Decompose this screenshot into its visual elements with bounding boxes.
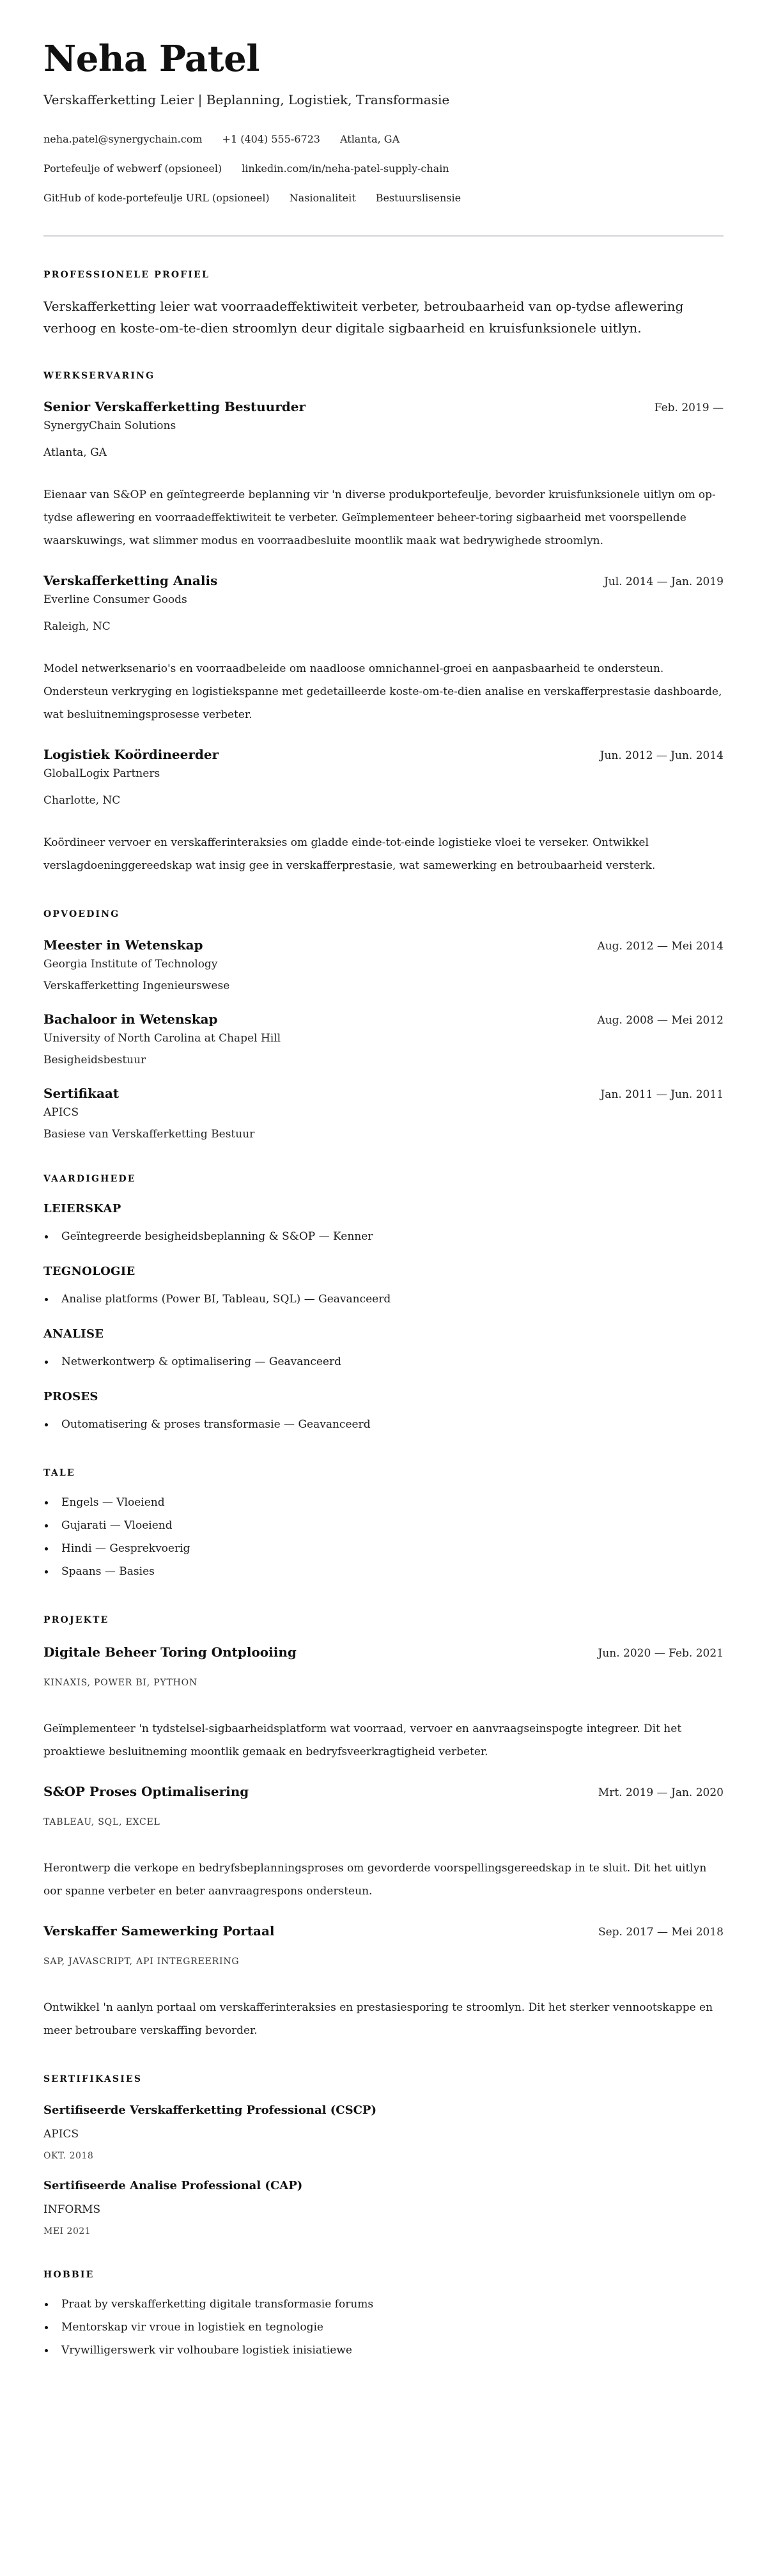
section-title: PROJEKTE: [43, 1615, 109, 1625]
project-tech-tags: SAP, JAVASCRIPT, API INTEGREERING: [43, 1956, 240, 1967]
section-title: WERKSERVARING: [43, 371, 155, 381]
experience-entry: [43, 745, 724, 877]
job-location: Charlotte, NC: [43, 794, 121, 807]
skill-list: [43, 1413, 724, 1436]
education-dates: Aug. 2012 — Mei 2014: [597, 940, 724, 953]
skill-item: Geïntegreerde besigheidsbeplanning & S&OP — Kenner: [43, 1225, 724, 1248]
degree-title: Bachaloor in Wetenskap: [43, 1011, 218, 1027]
company-name: GlobalLogix Partners: [43, 767, 160, 780]
languages-section: [43, 1467, 724, 1583]
field-of-study: Besigheidsbestuur: [43, 1054, 146, 1066]
job-location: Raleigh, NC: [43, 620, 111, 633]
experience-entry: [43, 398, 724, 552]
drivers-license: Bestuurslisensie: [375, 192, 461, 204]
candidate-headline: Verskafferketting Leier | Beplanning, Logistiek, Transformasie: [43, 92, 450, 107]
certification-date: [43, 2150, 724, 2162]
job-description: Eienaar van S&OP en geïntegreerde beplanning vir 'n diverse produkportefeulje, bevorder kruisfunksionele uitlyn om op-tydse aflewering en voorraadeffektiwiteit te verbeter. Geïmplementeer beheer-toring sigbaarheid met voorspellende waarskuwings, wat slimmer modus en voorraadbesluite moontlik maak wat bedrywighede stroomlyn.: [43, 488, 716, 547]
skill-category-name: ANALISE: [43, 1327, 104, 1341]
project-description: Geïmplementeer 'n tydstelsel-sigbaarheidsplatform wat voorraad, vervoer en aanvraagseinspogte integreer. Dit het proaktiewe besluitneming moontlik gemaak en bedryfsveerkragtigheid verbeter.: [43, 1722, 682, 1758]
project-dates: Sep. 2017 — Mei 2018: [598, 1926, 724, 1939]
school-name: University of North Carolina at Chapel Hill: [43, 1032, 281, 1045]
phone-number[interactable]: +1 (404) 555-6723: [222, 133, 320, 145]
language-item: Engels — Vloeiend: [43, 1491, 724, 1514]
degree-title: Meester in Wetenskap: [43, 937, 203, 953]
experience-entry: [43, 572, 724, 726]
job-description: Koördineer vervoer en verskafferinteraksies om gladde einde-tot-einde logistieke vloei te verseker. Ontwikkel verslagdoeninggereedskap wat insig gee in verskafferprestasie, wat samewerking en betroubaarheid versterk.: [43, 836, 656, 872]
education-section: [43, 908, 724, 1142]
hobby-item: Vrywilligerswerk vir volhoubare logistiek inisiatiewe: [43, 2339, 724, 2362]
skill-category: [43, 1389, 724, 1405]
hobby-list: [43, 2293, 724, 2362]
company-name: SynergyChain Solutions: [43, 419, 176, 432]
contact-row: [43, 161, 724, 176]
nationality: Nasionaliteit: [289, 192, 356, 204]
skill-category: [43, 1263, 724, 1280]
field-of-study: Basiese van Verskafferketting Bestuur: [43, 1128, 255, 1141]
skill-list: [43, 1350, 724, 1373]
project-dates: Mrt. 2019 — Jan. 2020: [598, 1786, 724, 1799]
hobby-item: Praat by verskafferketting digitale transformasie forums: [43, 2293, 724, 2316]
skill-item: Analise platforms (Power BI, Tableau, SQL) — Geavanceerd: [43, 1288, 724, 1311]
project-description: Ontwikkel 'n aanlyn portaal om verskafferinteraksies en prestasiesporing te stroomlyn. Dit het sterker vennootskappe en meer betroubare verskaffing bevorder.: [43, 2001, 713, 2037]
job-title: Logistiek Koördineerder: [43, 747, 219, 762]
job-dates: Jun. 2012 — Jun. 2014: [600, 749, 724, 762]
job-description: Model netwerksenario's en voorraadbeleide om naadloose omnichannel-groei en aanpasbaarheid te ondersteun. Ondersteun verkryging en logistiekspanne met gedetailleerde koste-om-te-dien analise en verskafferprestasie dashboarde, wat besluitnemingsprosesse verbeter.: [43, 662, 722, 721]
skill-category-name: PROSES: [43, 1390, 98, 1403]
language-item: Hindi — Gesprekvoerig: [43, 1537, 724, 1560]
resume-header: [43, 36, 724, 206]
section-title: TALE: [43, 1468, 75, 1478]
portfolio-link[interactable]: Portefeulje of webwerf (opsioneel): [43, 162, 222, 175]
certification-issuer: INFORMS: [43, 2203, 101, 2216]
education-entry: [43, 1010, 724, 1068]
skill-item: Outomatisering & proses transformasie — Geavanceerd: [43, 1413, 724, 1436]
project-entry: [43, 1643, 724, 1763]
education-dates: Aug. 2008 — Mei 2012: [597, 1014, 724, 1027]
hobby-item: Mentorskap vir vroue in logistiek en tegnologie: [43, 2316, 724, 2339]
project-description: Herontwerp die verkope en bedryfsbeplanningsproses om gevorderde voorspellingsgereedskap in te sluit. Dit het uitlyn oor spanne verbeter en beter aanvraagrespons ondersteun.: [43, 1862, 707, 1898]
profile-section: [43, 269, 724, 339]
skill-category: [43, 1201, 724, 1217]
section-title: OPVOEDING: [43, 909, 120, 919]
certification-entry: [43, 2102, 724, 2162]
section-title: VAARDIGHEDE: [43, 1174, 136, 1184]
location: Atlanta, GA: [339, 133, 400, 145]
hobbies-section: [43, 2268, 724, 2362]
project-name: Verskaffer Samewerking Portaal: [43, 1923, 275, 1939]
candidate-name: Neha Patel: [43, 38, 260, 80]
github-link[interactable]: GitHub of kode-portefeulje URL (opsioneel): [43, 192, 270, 204]
certification-date: [43, 2225, 724, 2238]
skill-item: Netwerkontwerp & optimalisering — Geavanceerd: [43, 1350, 724, 1373]
school-name: Georgia Institute of Technology: [43, 958, 218, 971]
project-entry: [43, 1922, 724, 2042]
job-dates: Feb. 2019 —: [654, 402, 724, 414]
skill-list: [43, 1225, 724, 1248]
section-title: SERTIFIKASIES: [43, 2074, 143, 2084]
certification-date-text: MEI 2021: [43, 2226, 91, 2236]
skill-list: [43, 1288, 724, 1311]
certification-name: Sertifiseerde Analise Professional (CAP): [43, 2179, 303, 2192]
project-name: Digitale Beheer Toring Ontplooiing: [43, 1644, 297, 1660]
certification-date-text: OKT. 2018: [43, 2151, 94, 2161]
skills-section: [43, 1173, 724, 1436]
contact-row: [43, 132, 724, 147]
project-dates: Jun. 2020 — Feb. 2021: [598, 1647, 724, 1660]
profile-summary: Verskafferketting leier wat voorraadeffektiwiteit verbeter, betroubaarheid van op-tydse aflewering verhoog en koste-om-te-dien stroomlyn deur digitale sigbaarheid en kruisfunksionele uitlyn.: [43, 299, 684, 336]
language-item: Gujarati — Vloeiend: [43, 1514, 724, 1537]
linkedin-link[interactable]: linkedin.com/in/neha-patel-supply-chain: [242, 162, 449, 175]
project-name: S&OP Proses Optimalisering: [43, 1784, 249, 1799]
education-dates: Jan. 2011 — Jun. 2011: [600, 1088, 724, 1101]
job-location: Atlanta, GA: [43, 446, 107, 459]
project-entry: [43, 1783, 724, 1903]
company-name: Everline Consumer Goods: [43, 593, 187, 606]
language-item: Spaans — Basies: [43, 1560, 724, 1583]
certifications-section: [43, 2073, 724, 2238]
certification-issuer: APICS: [43, 2128, 79, 2141]
job-title: Senior Verskafferketting Bestuurder: [43, 399, 306, 414]
project-tech-tags: TABLEAU, SQL, EXCEL: [43, 1817, 160, 1827]
contact-row: [43, 191, 724, 206]
projects-section: [43, 1614, 724, 2042]
field-of-study: Verskafferketting Ingenieurswese: [43, 980, 230, 992]
education-entry: [43, 936, 724, 994]
certification-name: Sertifiseerde Verskafferketting Professional (CSCP): [43, 2104, 376, 2117]
experience-section: [43, 370, 724, 877]
skill-category-name: TEGNOLOGIE: [43, 1265, 136, 1278]
header-divider: [43, 235, 724, 237]
education-entry: [43, 1084, 724, 1142]
job-dates: Jul. 2014 — Jan. 2019: [603, 575, 724, 588]
certification-entry: [43, 2178, 724, 2238]
school-name: APICS: [43, 1106, 79, 1119]
skill-category-name: LEIERSKAP: [43, 1202, 121, 1215]
skill-category: [43, 1326, 724, 1343]
email-link[interactable]: neha.patel@synergychain.com: [43, 133, 203, 145]
degree-title: Sertifikaat: [43, 1086, 120, 1101]
project-tech-tags: KINAXIS, POWER BI, PYTHON: [43, 1678, 198, 1688]
job-title: Verskafferketting Analis: [43, 573, 218, 588]
section-title: HOBBIE: [43, 2270, 95, 2280]
section-title: PROFESSIONELE PROFIEL: [43, 270, 210, 280]
language-list: [43, 1491, 724, 1583]
